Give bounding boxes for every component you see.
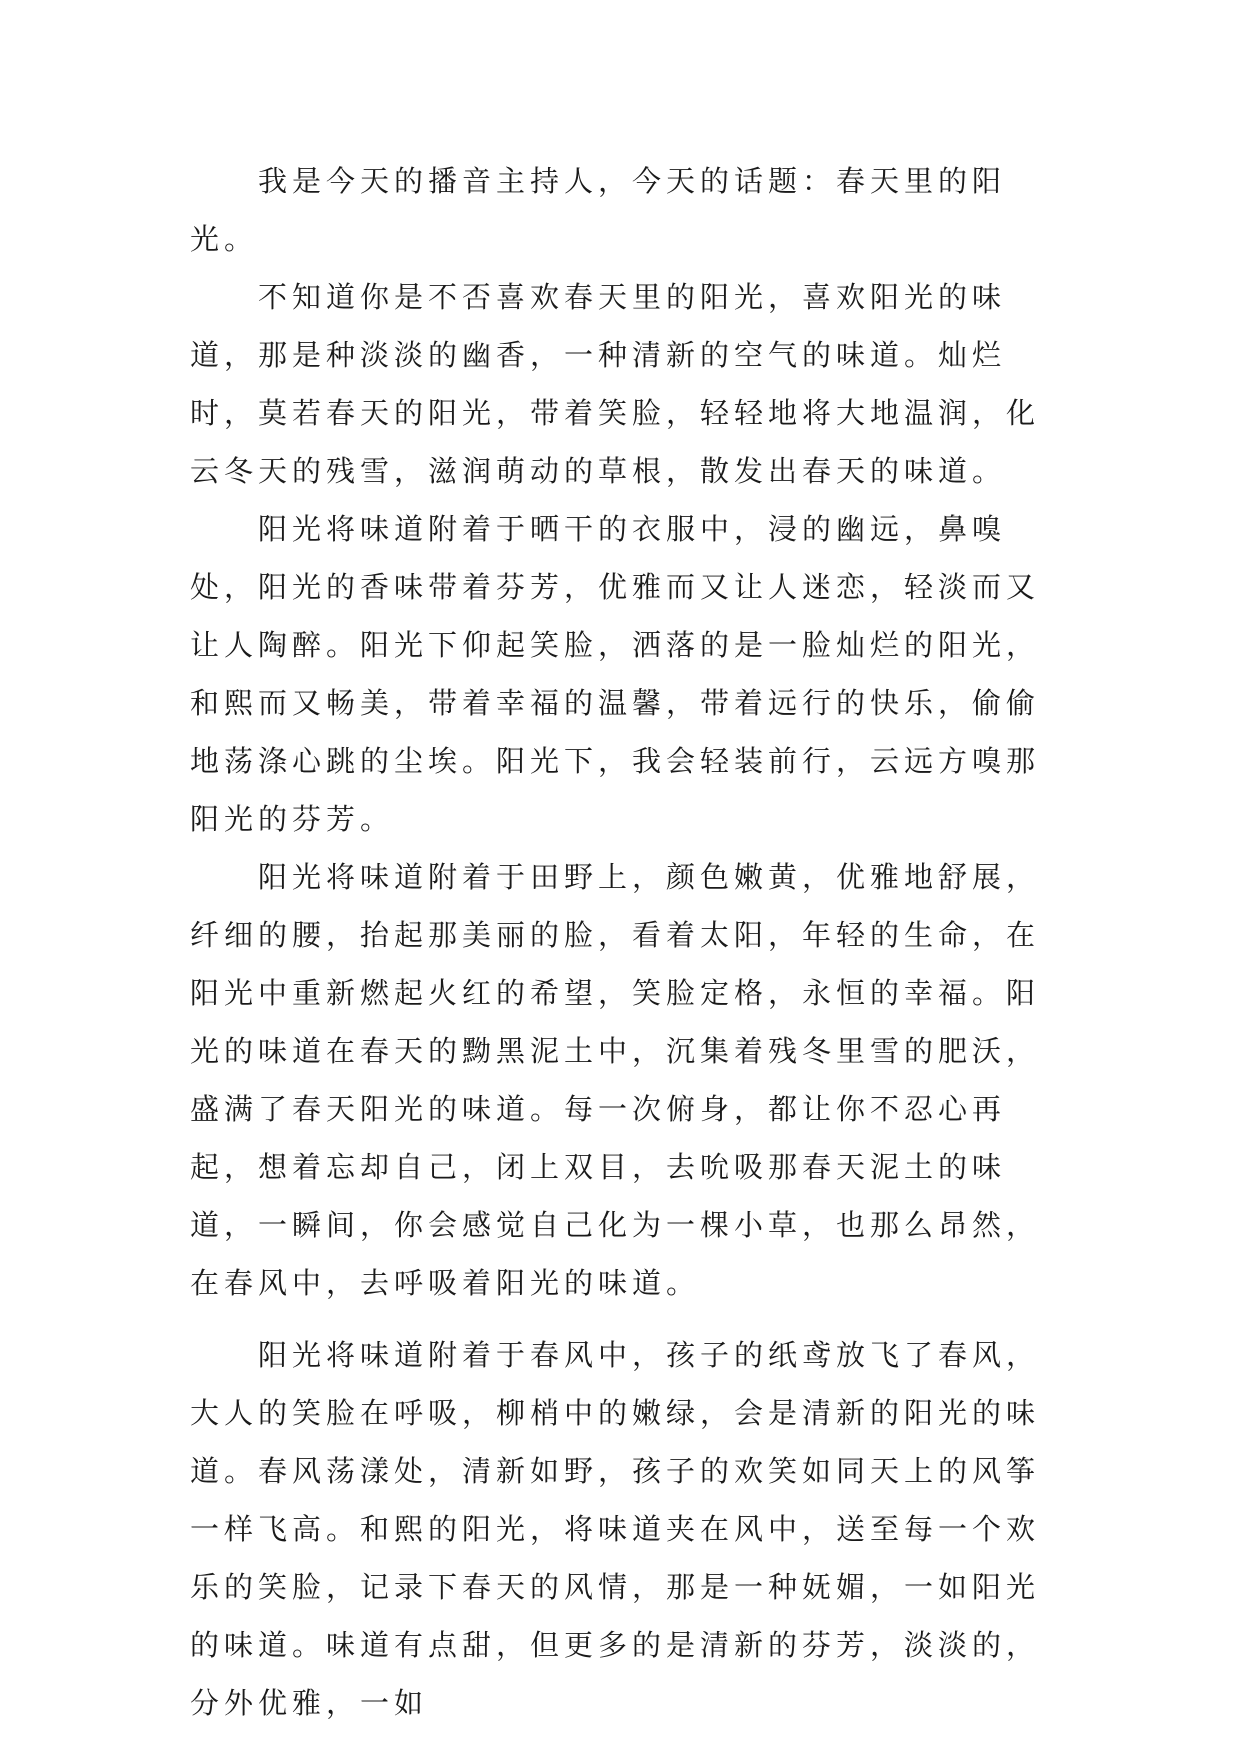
document-body — [190, 152, 1070, 1732]
paragraph-5: 阳光将味道附着于春风中，孩子的纸鸢放飞了春风，大人的笑脸在呼吸，柳梢中的嫩绿，会是清新的阳光的味道。春风荡漾处，清新如野，孩子的欢笑如同天上的风筝一样飞高。和熙的阳光，将味道夹在风中，送至每一个欢乐的笑脸，记录下春天的风情，那是一种妩媚，一如阳光的味道。味道有点甜，但更多的是清新的芬芳，淡淡的，分外优雅，一如 — [190, 1338, 1041, 1720]
paragraph-3: 阳光将味道附着于晒干的衣服中，浸的幽远，鼻嗅处，阳光的香味带着芬芳，优雅而又让人迷恋，轻淡而又让人陶醉。阳光下仰起笑脸，洒落的是一脸灿烂的阳光，和熙而又畅美，带着幸福的温馨，带着远行的快乐，偷偷地荡涤心跳的尘埃。阳光下，我会轻装前行，云远方嗅那阳光的芬芳。 — [190, 512, 1041, 836]
paragraph-4: 阳光将味道附着于田野上，颜色嫩黄，优雅地舒展，纤细的腰，抬起那美丽的脸，看着太阳，年轻的生命，在阳光中重新燃起火红的希望，笑脸定格，永恒的幸福。阳光的味道在春天的黝黑泥土中，沉集着残冬里雪的肥沃，盛满了春天阳光的味道。每一次俯身，都让你不忍心再起，想着忘却自己，闭上双目，去吮吸那春天泥土的味道，一瞬间，你会感觉自己化为一棵小草，也那么昂然，在春风中，去呼吸着阳光的味道。 — [190, 860, 1041, 1300]
paragraph-2: 不知道你是不否喜欢春天里的阳光，喜欢阳光的味道，那是种淡淡的幽香，一种清新的空气的味道。灿烂时，莫若春天的阳光，带着笑脸，轻轻地将大地温润，化云冬天的残雪，滋润萌动的草根，散发出春天的味道。 — [190, 280, 1041, 488]
paragraph-1: 我是今天的播音主持人，今天的话题：春天里的阳光。 — [190, 164, 1007, 256]
